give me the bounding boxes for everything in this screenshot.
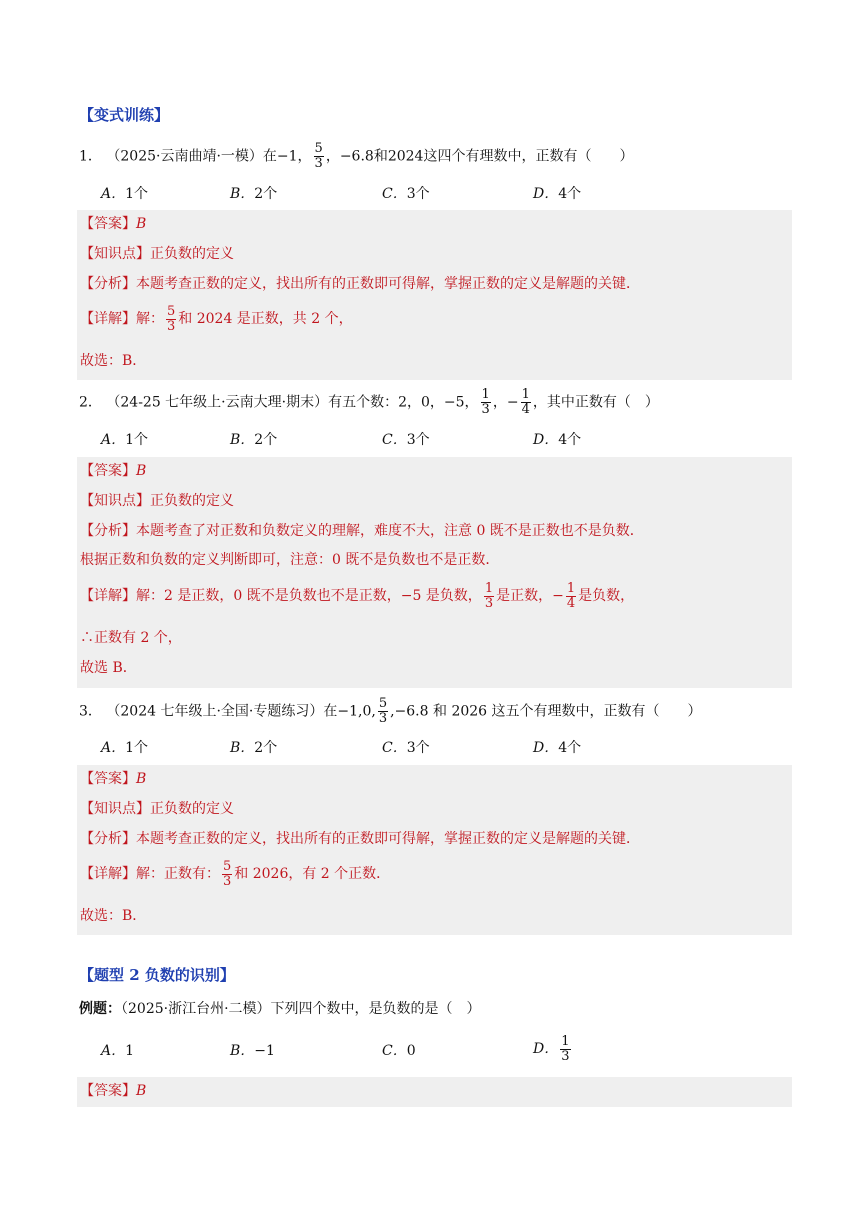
analysis-line-2: 根据正数和负数的定义判断即可，注意：0 既不是负数也不是正数． bbox=[80, 552, 500, 568]
detail-line: 【详解】解：2 是正数，0 既不是负数也不是正数，−5 是负数， $\frac{1}{3}$ 是正数，− $\frac{1}{4}$ 是负数， bbox=[80, 580, 635, 611]
detail-line: 【详解】解： $\frac{5}{3}$ 和 2024 是正数，共 2 个， bbox=[80, 303, 353, 334]
option-b: B．2个 bbox=[230, 740, 278, 756]
fraction: $\frac{5}{3}$ bbox=[378, 696, 388, 726]
option-b: B．−1 bbox=[230, 1043, 275, 1059]
answer-line: 【答案】B bbox=[80, 771, 147, 787]
answer-line: 【答案】B bbox=[80, 216, 147, 232]
solution-box-3 bbox=[77, 765, 792, 935]
question-number: 1． bbox=[79, 148, 102, 165]
section-title-type-2: 【题型 2 负数的识别】 bbox=[79, 966, 235, 984]
conclusion-line: 故选：B． bbox=[80, 353, 147, 369]
conclusion-line: 故选：B． bbox=[80, 908, 147, 924]
question-text: （2025·浙江台州·二模）下列四个数中，是负数的是（ ） bbox=[121, 1001, 481, 1017]
fraction: $\frac{1}{4}$ bbox=[566, 580, 576, 611]
question-2 bbox=[79, 388, 659, 417]
answer-line: 【答案】B bbox=[80, 463, 147, 479]
analysis-line: 【分析】本题考查了对正数和负数定义的理解，难度不大，注意 0 既不是正数也不是负数． bbox=[80, 523, 644, 539]
fraction: $\frac{5}{3}$ bbox=[314, 141, 323, 171]
conclusion-line: 故选 B． bbox=[80, 660, 137, 676]
question-text: ，其中正数有（ ） bbox=[532, 394, 659, 411]
analysis-line: 【分析】本题考查正数的定义，找出所有的正数即可得解，掌握正数的定义是解题的关键． bbox=[80, 831, 640, 847]
solution-box-2 bbox=[77, 457, 792, 688]
therefore-line: ∴正数有 2 个， bbox=[80, 630, 182, 646]
option-d: D．4个 bbox=[533, 432, 582, 448]
option-d: D． $\frac{1}{3}$ bbox=[533, 1033, 570, 1064]
analysis-line: 【分析】本题考查正数的定义，找出所有的正数即可得解，掌握正数的定义是解题的关键． bbox=[80, 276, 640, 292]
question-source: （2025·云南曲靖·一模）在 bbox=[106, 148, 277, 165]
question-text: ,−6.8 和 2026 这五个有理数中，正数有（ ） bbox=[390, 703, 702, 720]
option-c: C．3个 bbox=[382, 740, 430, 756]
knowledge-point-line: 【知识点】正负数的定义 bbox=[80, 801, 234, 817]
question-1 bbox=[79, 142, 633, 171]
knowledge-point-line: 【知识点】正负数的定义 bbox=[80, 246, 234, 262]
fraction: $\frac{5}{3}$ bbox=[223, 858, 232, 889]
question-number: 3． bbox=[79, 703, 102, 720]
option-d: D．4个 bbox=[533, 740, 582, 756]
question-3 bbox=[79, 697, 702, 726]
example-question bbox=[79, 999, 481, 1019]
question-text: ，− bbox=[492, 394, 519, 411]
question-text: （24-25 七年级上·云南大理·期末）有五个数：2，0，−5， bbox=[106, 394, 479, 411]
question-number: 2． bbox=[79, 394, 102, 411]
answer-line: 【答案】B bbox=[80, 1083, 147, 1099]
question-source: （2024 七年级上·全国·专题练习）在 bbox=[106, 703, 338, 720]
fraction: $\frac{1}{3}$ bbox=[481, 387, 490, 417]
option-b: B．2个 bbox=[230, 432, 278, 448]
option-a: A．1 bbox=[101, 1043, 135, 1059]
option-c: C．3个 bbox=[382, 186, 430, 202]
knowledge-point-line: 【知识点】正负数的定义 bbox=[80, 493, 234, 509]
fraction: $\frac{1}{4}$ bbox=[521, 387, 530, 417]
question-text: ，−6.8和2024这四个有理数中，正数有（ ） bbox=[325, 148, 634, 165]
option-a: A．1个 bbox=[101, 740, 149, 756]
section-title-variant-training: 【变式训练】 bbox=[79, 106, 170, 124]
option-a: A．1个 bbox=[101, 432, 149, 448]
question-text: −1， bbox=[276, 148, 312, 165]
question-text: −1,0, bbox=[337, 703, 376, 720]
option-b: B．2个 bbox=[230, 186, 278, 202]
detail-line: 【详解】解：正数有： $\frac{5}{3}$ 和 2026，有 2 个正数． bbox=[80, 858, 391, 889]
example-label: 例题： bbox=[79, 1001, 121, 1017]
fraction: $\frac{1}{3}$ bbox=[561, 1033, 570, 1064]
fraction: $\frac{1}{3}$ bbox=[484, 580, 494, 611]
solution-box-1 bbox=[77, 210, 792, 380]
option-c: C．3个 bbox=[382, 432, 430, 448]
solution-box-example bbox=[77, 1077, 792, 1107]
option-d: D．4个 bbox=[533, 186, 582, 202]
fraction: $\frac{5}{3}$ bbox=[167, 303, 176, 334]
option-c: C．0 bbox=[382, 1043, 416, 1059]
option-a: A．1个 bbox=[101, 186, 149, 202]
